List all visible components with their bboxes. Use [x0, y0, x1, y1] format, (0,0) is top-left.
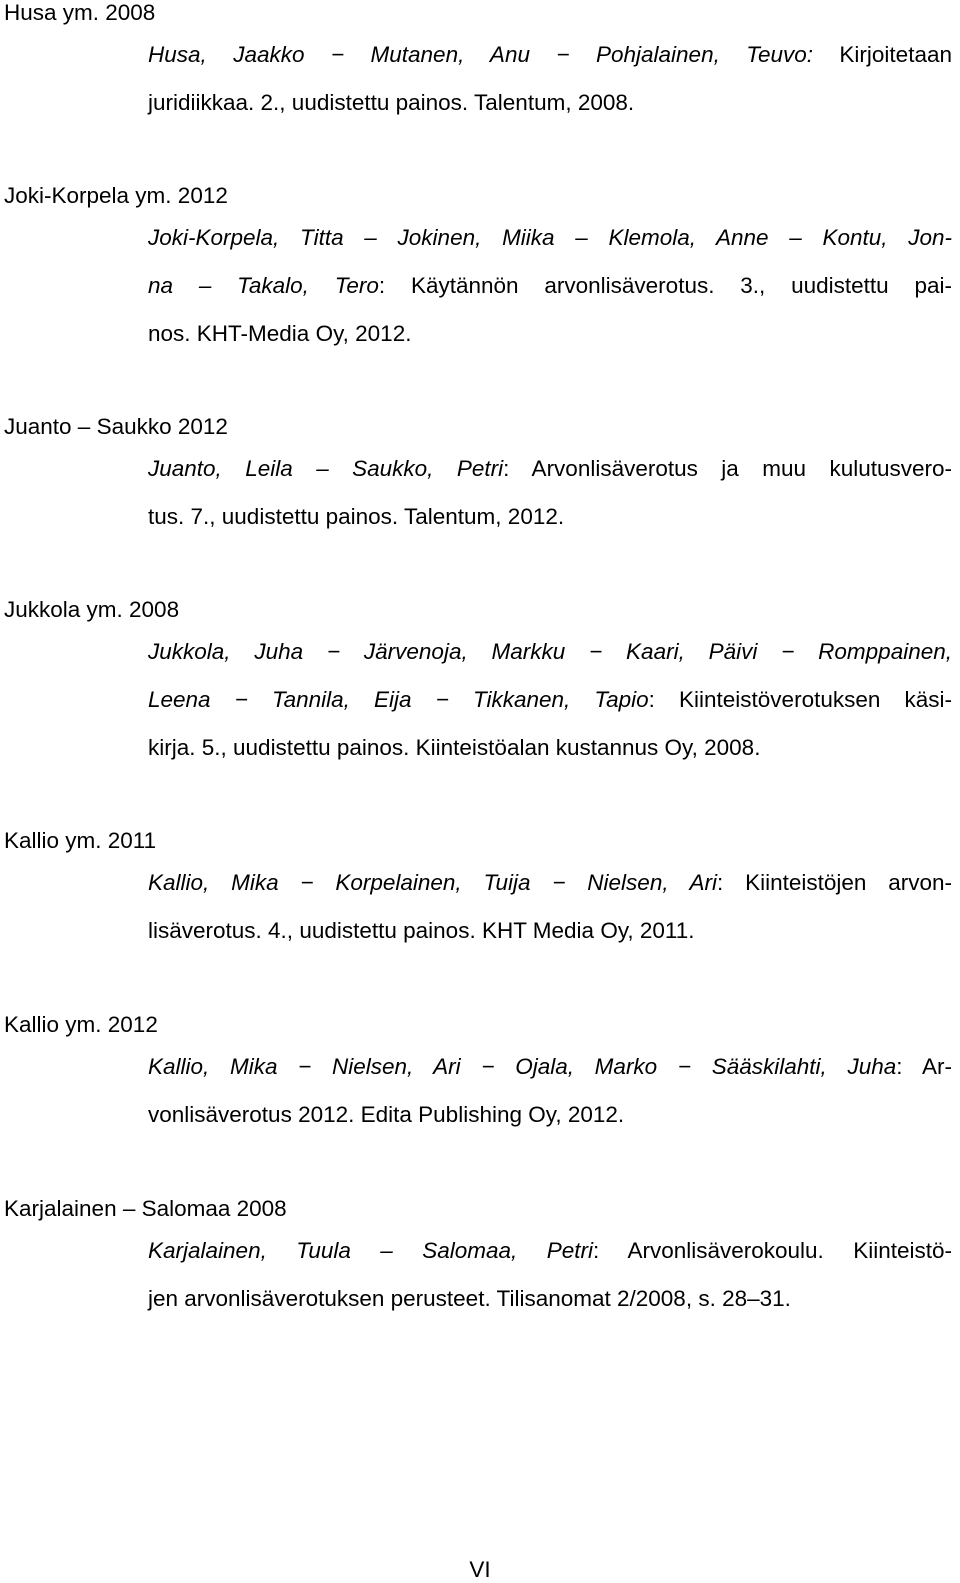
reference-text: : Kiinteistöjen arvon-	[717, 870, 952, 895]
reference-entry	[4, 1012, 952, 1148]
reference-key: Karjalainen – Salomaa 2008	[4, 1196, 287, 1221]
reference-entry	[4, 0, 952, 136]
reference-text: lisäverotus. 4., uudistettu painos. KHT Media Oy, 2011.	[148, 918, 695, 943]
reference-text: : Arvonlisäverokoulu. Kiinteistö-	[593, 1238, 953, 1263]
reference-text: kirja. 5., uudistettu painos. Kiinteistöalan kustannus Oy, 2008.	[148, 735, 761, 760]
reference-line	[148, 637, 952, 685]
reference-text: vonlisäverotus 2012. Edita Publishing Oy, 2012.	[148, 1102, 625, 1127]
reference-authors: Kallio, Mika − Nielsen, Ari − Ojala, Marko − Sääskilahti, Juha	[148, 1054, 897, 1079]
reference-authors: Jukkola, Juha − Järvenoja, Markku − Kaari, Päivi − Romppainen,	[148, 639, 952, 664]
reference-text: nos. KHT-Media Oy, 2012.	[148, 321, 412, 346]
reference-line	[148, 88, 952, 136]
reference-line	[148, 319, 952, 367]
reference-line	[148, 685, 952, 733]
reference-text: jen arvonlisäverotuksen perusteet. Tilisanomat 2/2008, s. 28–31.	[148, 1286, 791, 1311]
reference-key: Kallio ym. 2012	[4, 1012, 158, 1037]
reference-authors: Husa, Jaakko − Mutanen, Anu − Pohjalainen, Teuvo:	[148, 42, 813, 67]
reference-authors: na – Takalo, Tero	[148, 273, 379, 298]
reference-text: : Ar-	[896, 1054, 952, 1079]
reference-line	[148, 868, 952, 916]
reference-key: Kallio ym. 2011	[4, 828, 157, 853]
reference-authors: Leena − Tannila, Eija − Tikkanen, Tapio	[148, 687, 649, 712]
reference-key: Juanto – Saukko 2012	[4, 414, 228, 439]
reference-line	[148, 1284, 952, 1332]
reference-text: tus. 7., uudistettu painos. Talentum, 2012.	[148, 504, 565, 529]
reference-line	[148, 1052, 952, 1100]
reference-line	[148, 1100, 952, 1148]
reference-line	[148, 916, 952, 964]
reference-authors: Karjalainen, Tuula – Salomaa, Petri	[148, 1238, 593, 1263]
reference-text: juridiikkaa. 2., uudistettu painos. Talentum, 2008.	[148, 90, 635, 115]
reference-key: Jukkola ym. 2008	[4, 597, 180, 622]
reference-line	[148, 454, 952, 502]
page-number: VI	[469, 1557, 491, 1582]
reference-line	[148, 1236, 952, 1284]
reference-key: Joki-Korpela ym. 2012	[4, 183, 228, 208]
reference-entry	[4, 597, 952, 781]
reference-text: : Kiinteistöverotuksen käsi-	[648, 687, 952, 712]
reference-authors: Joki-Korpela, Titta – Jokinen, Miika – Klemola, Anne – Kontu, Jon-	[148, 225, 952, 250]
reference-line	[148, 223, 952, 271]
reference-line	[148, 271, 952, 319]
reference-authors: Juanto, Leila – Saukko, Petri	[148, 456, 504, 481]
reference-line	[148, 502, 952, 550]
reference-text: : Arvonlisäverotus ja muu kulutusvero-	[503, 456, 952, 481]
reference-entry	[4, 1196, 952, 1332]
reference-text: : Käytännön arvonlisäverotus. 3., uudistettu pai-	[378, 273, 952, 298]
reference-line	[148, 733, 952, 781]
reference-line	[148, 40, 952, 88]
reference-entry	[4, 828, 952, 964]
reference-text: Kirjoitetaan	[812, 42, 952, 67]
reference-entry	[4, 414, 952, 550]
reference-entry	[4, 183, 952, 367]
reference-key: Husa ym. 2008	[4, 0, 156, 25]
reference-authors: Kallio, Mika − Korpelainen, Tuija − Nielsen, Ari	[148, 870, 718, 895]
